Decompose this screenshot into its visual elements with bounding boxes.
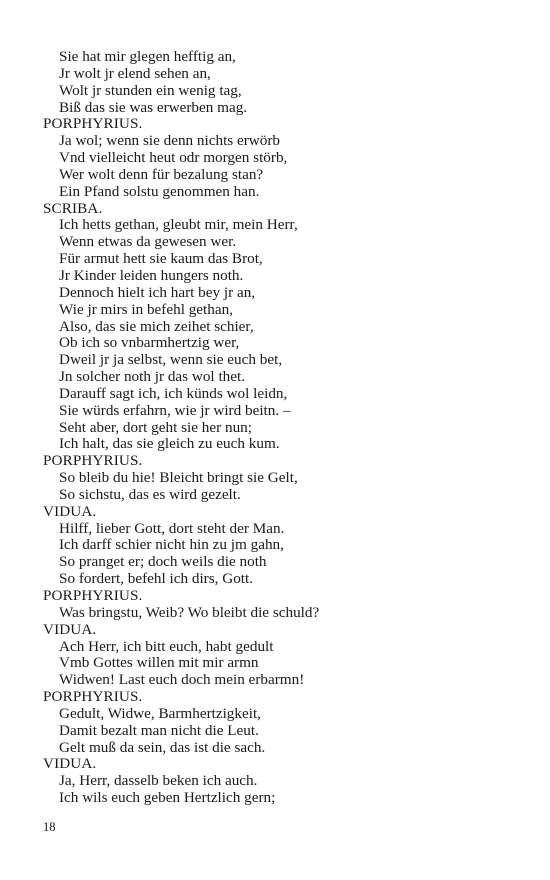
verse-line: Jr wolt jr elend sehen an, bbox=[59, 64, 211, 82]
verse-line: Wenn etwas da gewesen wer. bbox=[59, 233, 237, 251]
verse-line: Ein Pfand solstu genommen han. bbox=[59, 182, 260, 200]
verse-line: Gelt muß da sein, das ist die sach. bbox=[59, 738, 266, 756]
verse-line: Seht aber, dort geht sie her nun; bbox=[59, 418, 252, 436]
verse-line: Also, das sie mich zeihet schier, bbox=[59, 317, 254, 335]
speaker-name: SCRIBA. bbox=[43, 199, 103, 217]
verse-line: Vnd vielleicht heut odr morgen störb, bbox=[59, 149, 288, 167]
verse-line: Jn solcher noth jr das wol thet. bbox=[59, 368, 246, 386]
verse-line: Ich hetts gethan, gleubt mir, mein Herr, bbox=[59, 216, 298, 234]
verse-line: Ja, Herr, dasselb beken ich auch. bbox=[59, 772, 258, 790]
verse-line: Sie würds erfahrn, wie jr wird beitn. – bbox=[59, 401, 291, 419]
page-number: 18 bbox=[43, 820, 56, 834]
verse-line: Dennoch hielt ich hart bey jr an, bbox=[59, 283, 256, 301]
verse-line: So pranget er; doch weils die noth bbox=[59, 553, 267, 571]
verse-line: Wer wolt denn für bezalung stan? bbox=[59, 165, 264, 183]
speaker-name: PORPHYRIUS. bbox=[43, 452, 143, 470]
speaker-name: PORPHYRIUS. bbox=[43, 587, 143, 604]
verse-line: So fordert, befehl ich dirs, Gott. bbox=[59, 570, 254, 588]
verse-line: Ich darff schier nicht hin zu jm gahn, bbox=[59, 536, 284, 554]
verse-line: Darauff sagt ich, ich künds wol leidn, bbox=[59, 384, 288, 402]
speaker-name: PORPHYRIUS. bbox=[43, 688, 143, 706]
verse-line: Ach Herr, ich bitt euch, habt gedult bbox=[59, 637, 274, 655]
speaker-name: VIDUA. bbox=[43, 620, 97, 638]
play-text bbox=[43, 49, 523, 807]
speaker-name: VIDUA. bbox=[43, 502, 97, 520]
verse-line: Was bringstu, Weib? Wo bleibt die schuld? bbox=[59, 603, 320, 621]
verse-line: Wolt jr stunden ein wenig tag, bbox=[59, 81, 242, 99]
verse-line: Dweil jr ja selbst, wenn sie euch bet, bbox=[59, 351, 283, 369]
verse-line: Widwen! Last euch doch mein erbarmn! bbox=[59, 671, 305, 689]
verse-line: Vmb Gottes willen mit mir armn bbox=[59, 654, 259, 672]
speaker-name: PORPHYRIUS. bbox=[43, 115, 143, 133]
verse-line: Biß das sie was erwerben mag. bbox=[59, 98, 248, 116]
verse-line: So sichstu, das es wird gezelt. bbox=[59, 485, 241, 503]
verse-line: So bleib du hie! Bleicht bringt sie Gelt, bbox=[59, 469, 298, 487]
verse-line: Gedult, Widwe, Barmhertzigkeit, bbox=[59, 704, 261, 722]
verse-line: Ich halt, das sie gleich zu euch kum. bbox=[59, 435, 280, 453]
verse-line: Sie hat mir glegen hefftig an, bbox=[59, 48, 236, 65]
verse-line: Ob ich so vnbarmhertzig wer, bbox=[59, 334, 240, 352]
speaker-name: VIDUA. bbox=[43, 755, 97, 773]
verse-line: Ich wils euch geben Hertzlich gern; bbox=[59, 789, 276, 807]
verse-line: Für armut hett sie kaum das Brot, bbox=[59, 250, 263, 268]
verse-line: Ja wol; wenn sie denn nichts erwörb bbox=[59, 132, 281, 150]
verse-line: Hilff, lieber Gott, dort steht der Man. bbox=[59, 519, 285, 537]
verse-line: Damit bezalt man nicht die Leut. bbox=[59, 721, 259, 739]
verse-line: Wie jr mirs in befehl gethan, bbox=[59, 300, 233, 318]
verse-line: Jr Kinder leiden hungers noth. bbox=[59, 266, 244, 284]
